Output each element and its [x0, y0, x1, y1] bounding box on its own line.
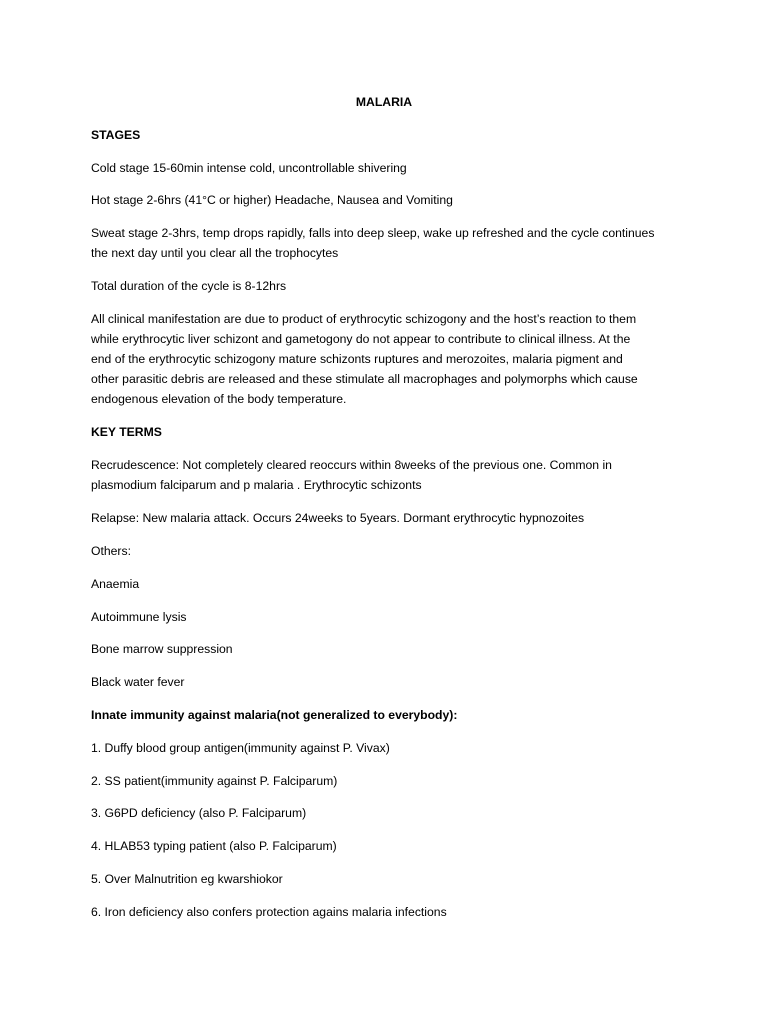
clinical-line-2: while erythrocytic liver schizont and gametogony do not appear to contribute to clinical illness. At the: [91, 332, 631, 346]
clinical-line-3: end of the erythrocytic schizogony mature schizonts ruptures and merozoites, malaria pigment and: [91, 352, 623, 366]
clinical-line-5: endogenous elevation of the body temperature.: [91, 392, 347, 406]
document-title: MALARIA: [355, 95, 413, 109]
other-item: Anaemia: [91, 577, 140, 591]
innate-item: 1. Duffy blood group antigen(immunity against P. Vivax): [91, 741, 390, 755]
recrudescence-line-1: Recrudescence: Not completely cleared reoccurs within 8weeks of the previous one. Common in: [91, 458, 612, 472]
clinical-line-1: All clinical manifestation are due to product of erythrocytic schizogony and the host’s reaction to them: [91, 312, 637, 326]
recrudescence-line-2: plasmodium falciparum and p malaria . Erythrocytic schizonts: [91, 478, 422, 492]
innate-immunity-heading: Innate immunity against malaria(not generalized to everybody):: [91, 708, 458, 722]
stages-heading: STAGES: [91, 128, 141, 142]
cold-stage-text: Cold stage 15-60min intense cold, uncontrollable shivering: [91, 161, 407, 175]
other-item: Autoimmune lysis: [91, 610, 187, 624]
innate-item: 5. Over Malnutrition eg kwarshiokor: [91, 872, 283, 886]
relapse-text: Relapse: New malaria attack. Occurs 24weeks to 5years. Dormant erythrocytic hypnozoites: [91, 511, 585, 525]
clinical-line-4: other parasitic debris are released and these stimulate all macrophages and polymorphs which cause: [91, 372, 638, 386]
innate-item: 2. SS patient(immunity against P. Falciparum): [91, 774, 338, 788]
innate-item: 6. Iron deficiency also confers protection agains malaria infections: [91, 905, 447, 919]
hot-stage-text: Hot stage 2-6hrs (41°C or higher) Headache, Nausea and Vomiting: [91, 193, 453, 207]
others-label: Others:: [91, 544, 131, 558]
other-item: Black water fever: [91, 675, 185, 689]
innate-item: 3. G6PD deficiency (also P. Falciparum): [91, 806, 307, 820]
key-terms-heading: KEY TERMS: [91, 425, 162, 439]
total-duration-text: Total duration of the cycle is 8-12hrs: [91, 279, 287, 293]
other-item: Bone marrow suppression: [91, 642, 233, 656]
sweat-stage-line-2: the next day until you clear all the trophocytes: [91, 246, 339, 260]
innate-item: 4. HLAB53 typing patient (also P. Falciparum): [91, 839, 337, 853]
sweat-stage-line-1: Sweat stage 2-3hrs, temp drops rapidly, falls into deep sleep, wake up refreshed and the cycle continues: [91, 226, 655, 240]
